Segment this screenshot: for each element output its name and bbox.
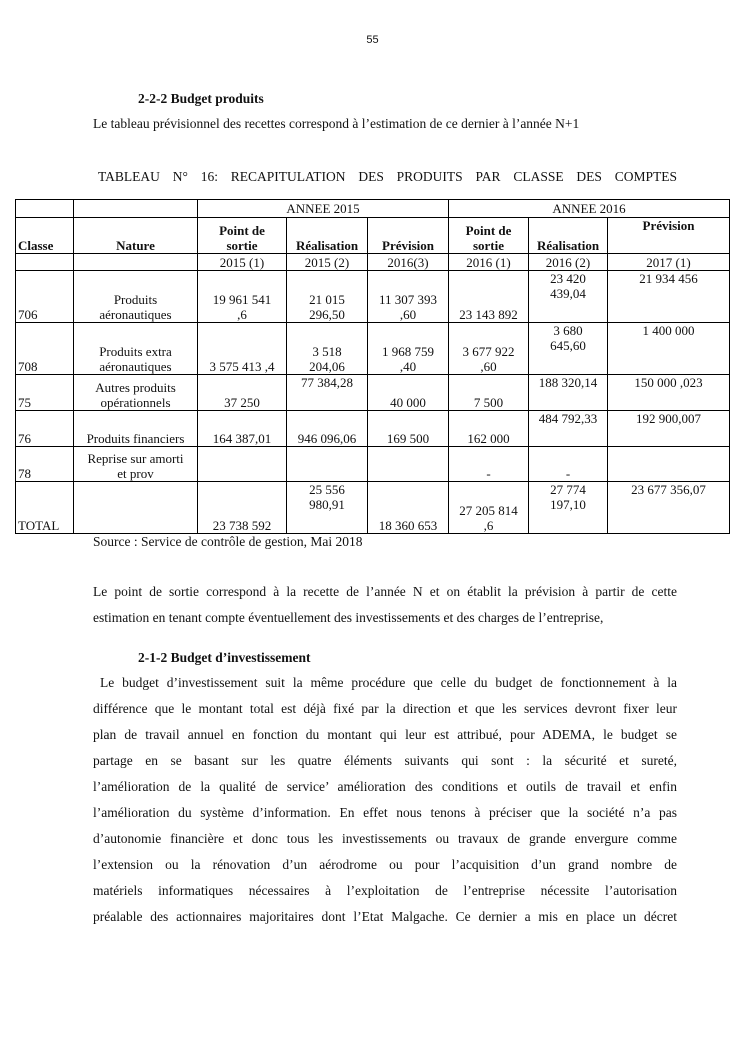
column-subheader <box>74 254 198 271</box>
amount-cell: 946 096,06 <box>287 411 368 447</box>
amount-cell: 23 677 356,07 <box>608 482 730 534</box>
amount-cell: 3 575 413 ,4 <box>198 323 287 375</box>
column-subheader <box>16 254 74 271</box>
nature-cell: Produits financiers <box>74 411 198 447</box>
amount-cell: 169 500 <box>368 411 449 447</box>
paragraph-line: estimation en tenant compte éventuellement des investissements et des charges de l’entreprise, <box>93 610 604 625</box>
classe-cell: TOTAL <box>16 482 74 534</box>
amount-cell: 23 143 892 <box>449 271 529 323</box>
table-row <box>16 375 730 411</box>
nature-cell: Reprise sur amorti et prov <box>74 447 198 482</box>
amount-cell: 21 015 296,50 <box>287 271 368 323</box>
amount-cell: 27 774 197,10 <box>529 482 608 534</box>
section-heading-budget-produits: 2-2-2 Budget produits <box>138 91 264 106</box>
paragraph-line: l’amélioration du système d’information. En effet nous tenons à préciser que la société n’a pas <box>93 805 677 820</box>
amount-cell: 3 677 922 ,60 <box>449 323 529 375</box>
amount-cell: 7 500 <box>449 375 529 411</box>
column-header: Point de sortie <box>449 218 529 254</box>
amount-cell: 77 384,28 <box>287 375 368 411</box>
amount-cell: 188 320,14 <box>529 375 608 411</box>
table-row <box>16 411 730 447</box>
table-row <box>16 447 730 482</box>
column-header: Nature <box>74 218 198 254</box>
amount-cell: 1 400 000 <box>608 323 730 375</box>
paragraph-line: différence que le montant total est déjà fixé par la direction et que les services devront fixer leur <box>93 701 677 716</box>
column-header: Classe <box>16 218 74 254</box>
column-subheader: 2016(3) <box>368 254 449 271</box>
paragraph-line: Le budget d’investissement suit la même procédure que celle du budget de fonctionnement à la <box>100 675 677 690</box>
column-header: Point de sortie <box>198 218 287 254</box>
amount-cell <box>608 447 730 482</box>
amount-cell: 3 680 645,60 <box>529 323 608 375</box>
amount-cell <box>368 447 449 482</box>
amount-cell: 484 792,33 <box>529 411 608 447</box>
table-row <box>16 482 730 534</box>
column-subheader: 2015 (1) <box>198 254 287 271</box>
nature-cell <box>74 482 198 534</box>
amount-cell: 150 000 ,023 <box>608 375 730 411</box>
table-title: TABLEAU N° 16: RECAPITULATION DES PRODUITS PAR CLASSE DES COMPTES <box>98 169 677 184</box>
classe-cell: 708 <box>16 323 74 375</box>
column-subheader: 2016 (1) <box>449 254 529 271</box>
amount-cell: 164 387,01 <box>198 411 287 447</box>
classe-cell: 706 <box>16 271 74 323</box>
amount-cell: 11 307 393 ,60 <box>368 271 449 323</box>
amount-cell: 23 738 592 <box>198 482 287 534</box>
table-cell-empty <box>74 200 198 218</box>
section-intro: Le tableau prévisionnel des recettes correspond à l’estimation de ce dernier à l’année N+1 <box>93 116 580 131</box>
column-header: Réalisation <box>529 218 608 254</box>
paragraph-line: d’autonomie financière et donc tous les investissements ou travaux de grande envergure comme <box>93 831 677 846</box>
amount-cell: 162 000 <box>449 411 529 447</box>
paragraph-line: Le point de sortie correspond à la recette de l’année N et on établit la prévision à partir de cette <box>93 584 677 599</box>
section-heading-budget-investissement: 2-1-2 Budget d’investissement <box>138 650 311 665</box>
paragraph-line: plan de travail annuel en fonction du montant qui leur est attribué, pour ADEMA, le budget se <box>93 727 677 742</box>
classe-cell: 76 <box>16 411 74 447</box>
amount-cell <box>287 447 368 482</box>
paragraph-line: préalable des actionnaires majoritaires dont l’Etat Malgache. Ce dernier a mis en place un décret <box>93 909 677 924</box>
amount-cell: - <box>449 447 529 482</box>
nature-cell: Produits aéronautiques <box>74 271 198 323</box>
amount-cell: 1 968 759 ,40 <box>368 323 449 375</box>
classe-cell: 75 <box>16 375 74 411</box>
paragraph-line: partage en se basant sur les quatre éléments suivants qui sont : la sécurité et sureté, <box>93 753 677 768</box>
table-cell-empty <box>16 200 74 218</box>
column-subheader: 2016 (2) <box>529 254 608 271</box>
amount-cell <box>198 447 287 482</box>
year-header-2015: ANNEE 2015 <box>198 200 449 218</box>
amount-cell: 23 420 439,04 <box>529 271 608 323</box>
table-source: Source : Service de contrôle de gestion, Mai 2018 <box>93 534 363 549</box>
table-column-header-row <box>16 218 730 254</box>
page-number: 55 <box>366 34 379 46</box>
classe-cell: 78 <box>16 447 74 482</box>
column-subheader: 2015 (2) <box>287 254 368 271</box>
paragraph-line: matériels informatiques nécessaires à l’exploitation de l’entreprise nécessite l’autorisation <box>93 883 677 898</box>
table-year-header-row <box>16 200 730 218</box>
amount-cell: 25 556 980,91 <box>287 482 368 534</box>
amount-cell: 19 961 541 ,6 <box>198 271 287 323</box>
amount-cell: 3 518 204,06 <box>287 323 368 375</box>
nature-cell: Autres produits opérationnels <box>74 375 198 411</box>
amount-cell: 27 205 814 ,6 <box>449 482 529 534</box>
amount-cell: 18 360 653 <box>368 482 449 534</box>
column-subheader: 2017 (1) <box>608 254 730 271</box>
amount-cell: 192 900,007 <box>608 411 730 447</box>
products-table <box>15 199 730 534</box>
column-header: Prévision <box>368 218 449 254</box>
year-header-2016: ANNEE 2016 <box>449 200 730 218</box>
table-subheader-row <box>16 254 730 271</box>
column-header: Réalisation <box>287 218 368 254</box>
table-row <box>16 323 730 375</box>
nature-cell: Produits extra aéronautiques <box>74 323 198 375</box>
amount-cell: 40 000 <box>368 375 449 411</box>
column-header: Prévision <box>608 218 730 254</box>
table-row <box>16 271 730 323</box>
paragraph-line: l’amélioration de la qualité de service’ amélioration des conditions et outils de travail et enfin <box>93 779 677 794</box>
paragraph-line: l’extension ou la rénovation d’un aérodrome ou pour l’acquisition d’un grand nombre de <box>93 857 677 872</box>
amount-cell: 21 934 456 <box>608 271 730 323</box>
amount-cell: - <box>529 447 608 482</box>
amount-cell: 37 250 <box>198 375 287 411</box>
